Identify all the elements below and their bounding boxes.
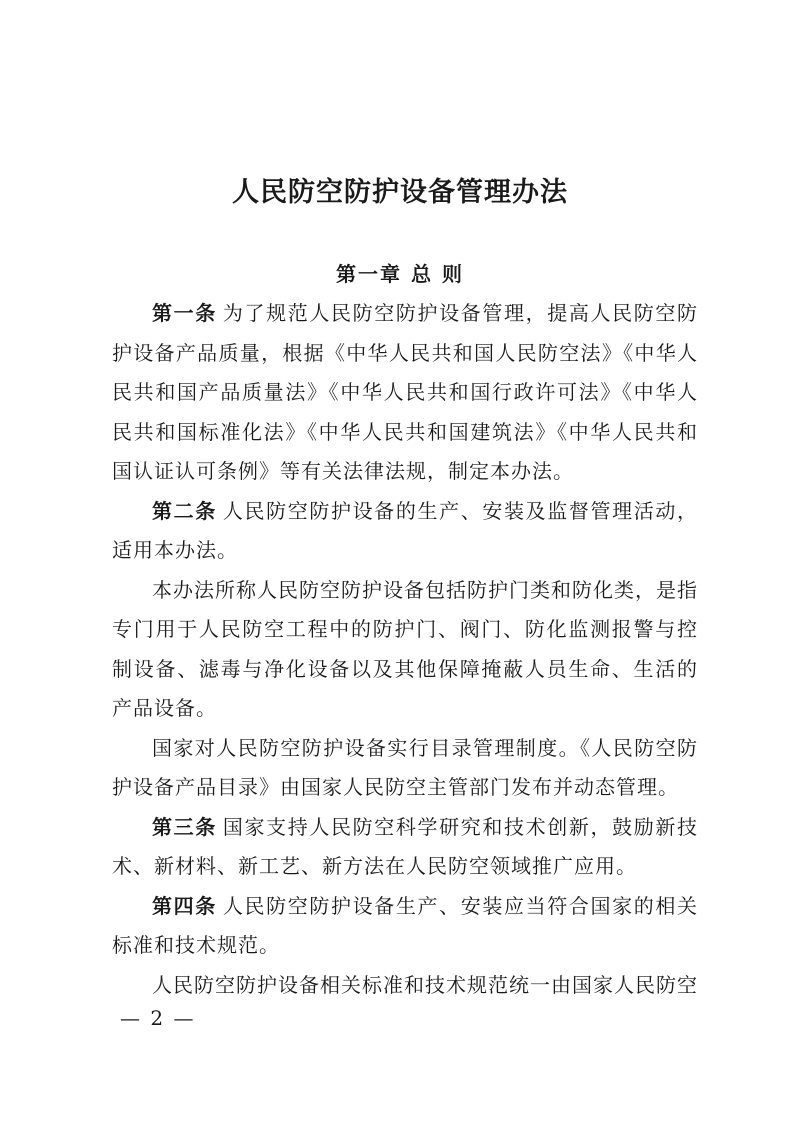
article-label: 第三条: [152, 814, 217, 839]
document-body: [112, 294, 698, 1005]
paragraph-text: 国家对人民防空防护设备实行目录管理制度。《人民防空防护设备产品目录》由国家人民防空主管部门发布并动态管理。: [112, 735, 698, 799]
paragraph-article-3: [112, 808, 698, 887]
paragraph-text: 人民防空防护设备生产、安装应当符合国家的相关标准和技术规范。: [112, 893, 698, 957]
paragraph-catalog: [112, 729, 698, 808]
article-label: 第一条: [152, 301, 217, 325]
paragraph-text: 人民防空防护设备的生产、安装及监督管理活动，适用本办法。: [112, 498, 698, 562]
paragraph-standards: [112, 966, 698, 1006]
document-title: 人民防空防护设备管理办法: [232, 177, 568, 208]
page-number: — 2 —: [120, 1006, 196, 1030]
paragraph-text: 为了规范人民防空防护设备管理，提高人民防空防护设备产品质量，根据《中华人民共和国人民防空法》《中华人民共和国产品质量法》《中华人民共和国行政许可法》《中华人民共和国标准化法》《中华人民共和国建筑法》《中华人民共和国认证认可条例》等有关法律法规，制定本办法。: [112, 301, 698, 483]
paragraph-text: 本办法所称人民防空防护设备包括防护门类和防化类，是指专门用于人民防空工程中的防护门、阀门、防化监测报警与控制设备、滤毒与净化设备以及其他保障掩蔽人员生命、生活的产品设备。: [112, 577, 698, 720]
paragraph-article-1: [112, 294, 698, 492]
chapter-heading: 第一章 总 则: [336, 262, 464, 286]
paragraph-definition: [112, 571, 698, 729]
article-label: 第四条: [152, 893, 217, 918]
paragraph-text: 国家支持人民防空科学研究和技术创新，鼓励新技术、新材料、新工艺、新方法在人民防空领域推广应用。: [112, 814, 698, 878]
paragraph-text: 人民防空防护设备相关标准和技术规范统一由国家人民防空: [152, 972, 698, 997]
paragraph-article-4: [112, 887, 698, 966]
article-label: 第二条: [152, 498, 217, 523]
paragraph-article-2: [112, 492, 698, 571]
